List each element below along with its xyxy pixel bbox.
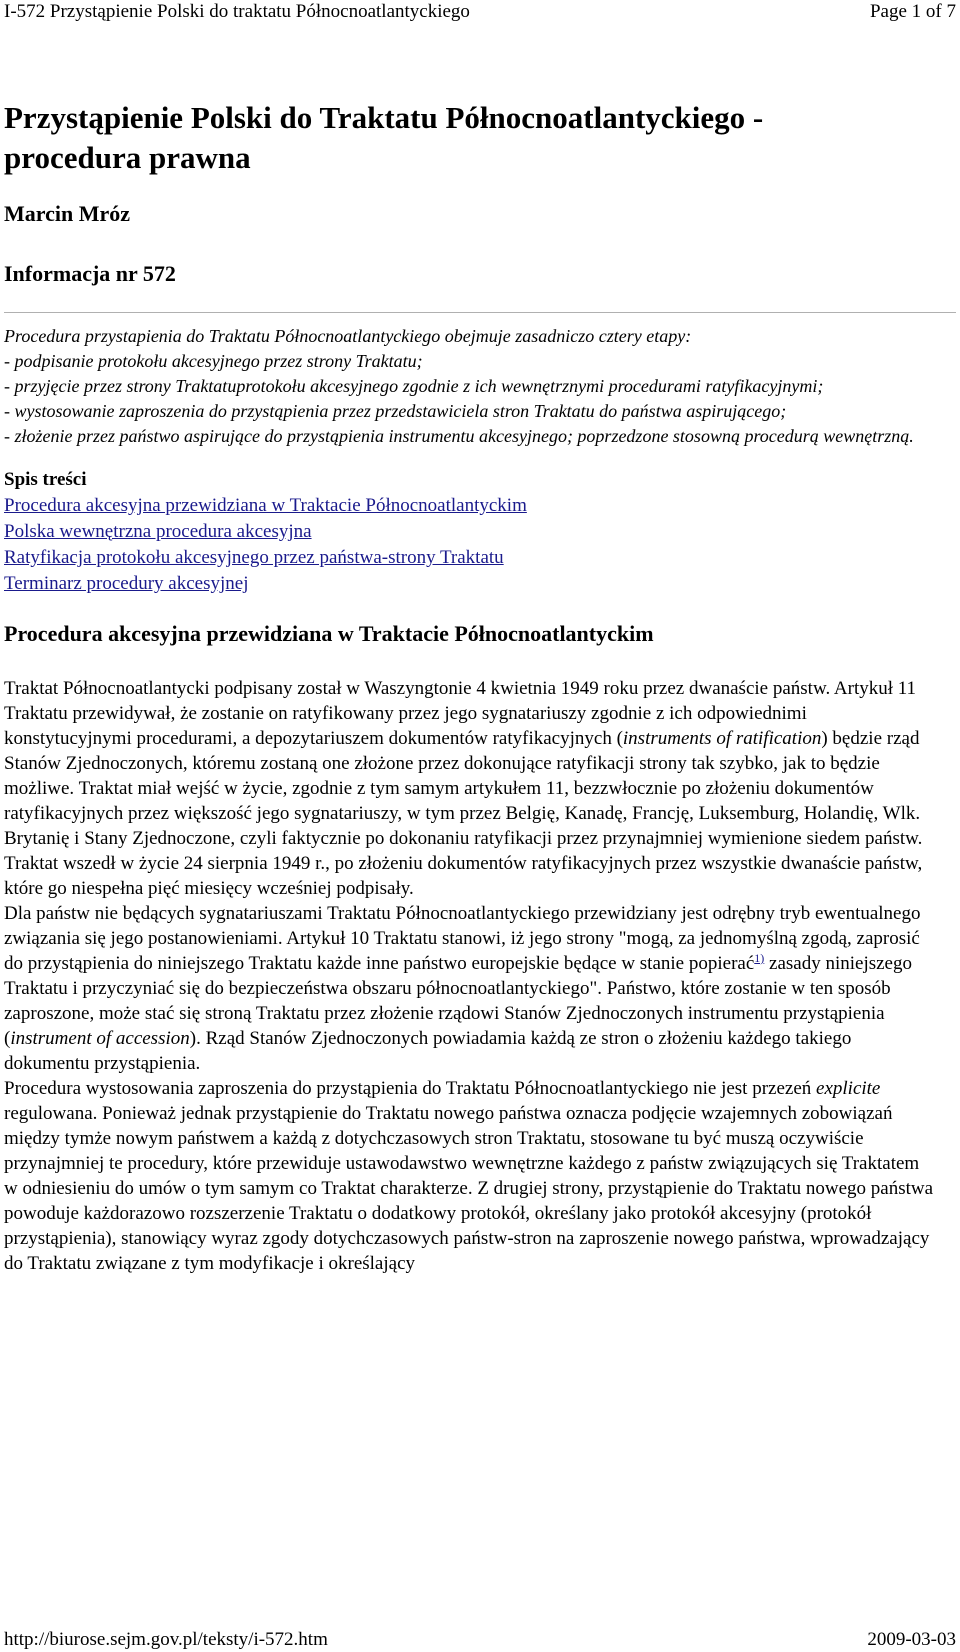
abstract-line: Procedura przystapienia do Traktatu Północnoatlantyckiego obejmuje zasadniczo cztery etapy: [4, 326, 692, 346]
table-of-contents [4, 467, 956, 597]
divider [4, 312, 956, 313]
toc-link-terminarz[interactable]: Terminarz procedury akcesyjnej [4, 573, 249, 594]
paragraph: Dla państw nie będących sygnatariuszami Traktatu Północnoatlantyckiego przewidziany jest odrębny tryb ewentualnego związania się jego postanowieniami. Artykuł 10 Traktatu stanowi, iż jego strony "mogą, za jednomyślną zgodą, zaprosić do przystąpienia do niniejszego Traktatu każde inne państwo europejskie będące w stanie popierać$^{1)}$ zasady niniejszego Traktatu i przyczyniać się do bezpieczeństwa obszaru północnoatlantyckiego". Państwo, które zostanie w ten sposób zaproszone, może stać się stroną Traktatu przez złożenie rządowi Stanów Zjednoczonych instrumentu przystąpienia (instrument of accession). Rząd Stanów Zjednoczonych powiadamia każdą ze stron o złożeniu każdego takiego dokumentu przystąpienia. [4, 903, 921, 1074]
page-title: Przystąpienie Polski do Traktatu Północnoatlantyckiego - procedura prawna [4, 100, 764, 175]
footer-url: http://biurose.sejm.gov.pl/teksty/i-572.htm [4, 1629, 328, 1650]
abstract-line: - przyjęcie przez strony Traktatuprotokołu akcesyjnego zgodnie z ich wewnętrznymi procedurami ratyfikacyjnymi; [4, 376, 824, 396]
header-page-info: Page 1 of 7 [869, 1, 956, 22]
document-body [4, 98, 956, 1276]
toc-link-procedura-akcesyjna[interactable]: Procedura akcesyjna przewidziana w Traktacie Północnoatlantyckim [4, 495, 527, 516]
paragraph: Procedura wystosowania zaproszenia do przystąpienia do Traktatu Północnoatlantyckiego nie jest przezeń explicite regulowana. Ponieważ jednak przystąpienie do Traktatu nowego państwa oznacza podjęcie wzajemnych zobowiązań między tymże nowym państwem a każdą z dotychczasowych stron Traktatu, stosowane tu być muszą oczywiście przynajmniej te procedury, które przewiduje ustawodawstwo wewnętrzne każdego z państw związujących się Traktatem w odniesieniu do umów o tym samym co Traktat charakterze. Z drugiej strony, przystąpienie do Traktatu nowego państwa powoduje każdorazowo rozszerzenie Traktatu o dodatkowy protokół, określany jako protokół akcesyjny (protokół przystąpienia), stanowiący wyraz zgody dotychczasowych państw-stron na zaproszenie nowego państwa, wprowadzający do Traktatu związane z tym modyfikacje i określający [4, 1078, 934, 1274]
section-body [4, 676, 934, 1276]
toc-title: Spis treści [4, 469, 87, 490]
author-name: Marcin Mróz [4, 201, 131, 226]
footer-date: 2009-03-03 [867, 1629, 956, 1650]
footnote-link[interactable]: 1) [754, 951, 765, 965]
abstract [4, 324, 934, 449]
header-doc-ref: I-572 Przystąpienie Polski do traktatu Północnoatlantyckiego [4, 1, 470, 22]
print-header [4, 0, 956, 24]
abstract-line: - podpisanie protokołu akcesyjnego przez strony Traktatu; [4, 351, 423, 371]
toc-link-ratyfikacja[interactable]: Ratyfikacja protokołu akcesyjnego przez państwa-strony Traktatu [4, 547, 504, 568]
paragraph: Traktat Północnoatlantycki podpisany został w Waszyngtonie 4 kwietnia 1949 roku przez dwanaście państw. Artykuł 11 Traktatu przewidywał, że zostanie on ratyfikowany przez jego sygnatariuszy zgodnie z ich odpowiednimi konstytucyjnymi procedurami, a depozytariuszem dokumentów ratyfikacyjnych (instruments of ratification) będzie rząd Stanów Zjednoczonych, któremu zostaną one złożone przez dokonujące ratyfikacji strony tak szybko, jak to będzie możliwe. Traktat miał wejść w życie, zgodnie z tym samym artykułem 11, bezzwłocznie po złożeniu dokumentów ratyfikacyjnych przez większość jego sygnatariuszy, w tym przez Belgię, Kanadę, Francję, Luksemburg, Holandię, Wlk. Brytanię i Stany Zjednoczone, czyli faktycznie po dokonaniu ratyfikacji przez przynajmniej wymienione siedem państw. Traktat wszedł w życie 24 sierpnia 1949 r., po złożeniu dokumentów ratyfikacyjnych przez wszystkie dwanaście państw, które go niespełna pięć miesięcy wcześniej podpisały. [4, 678, 923, 899]
print-footer [4, 1628, 956, 1652]
toc-link-polska-procedura[interactable]: Polska wewnętrzna procedura akcesyjna [4, 521, 312, 542]
abstract-line: - wystosowanie zaproszenia do przystąpienia przez przedstawiciela stron Traktatu do państwa aspirującego; [4, 401, 787, 421]
abstract-line: - złożenie przez państwo aspirujące do przystąpienia instrumentu akcesyjnego; poprzedzone stosowną procedurą wewnętrzną. [4, 426, 914, 446]
info-number: Informacja nr 572 [4, 261, 176, 286]
section-heading: Procedura akcesyjna przewidziana w Traktacie Północnoatlantyckim [4, 621, 654, 646]
